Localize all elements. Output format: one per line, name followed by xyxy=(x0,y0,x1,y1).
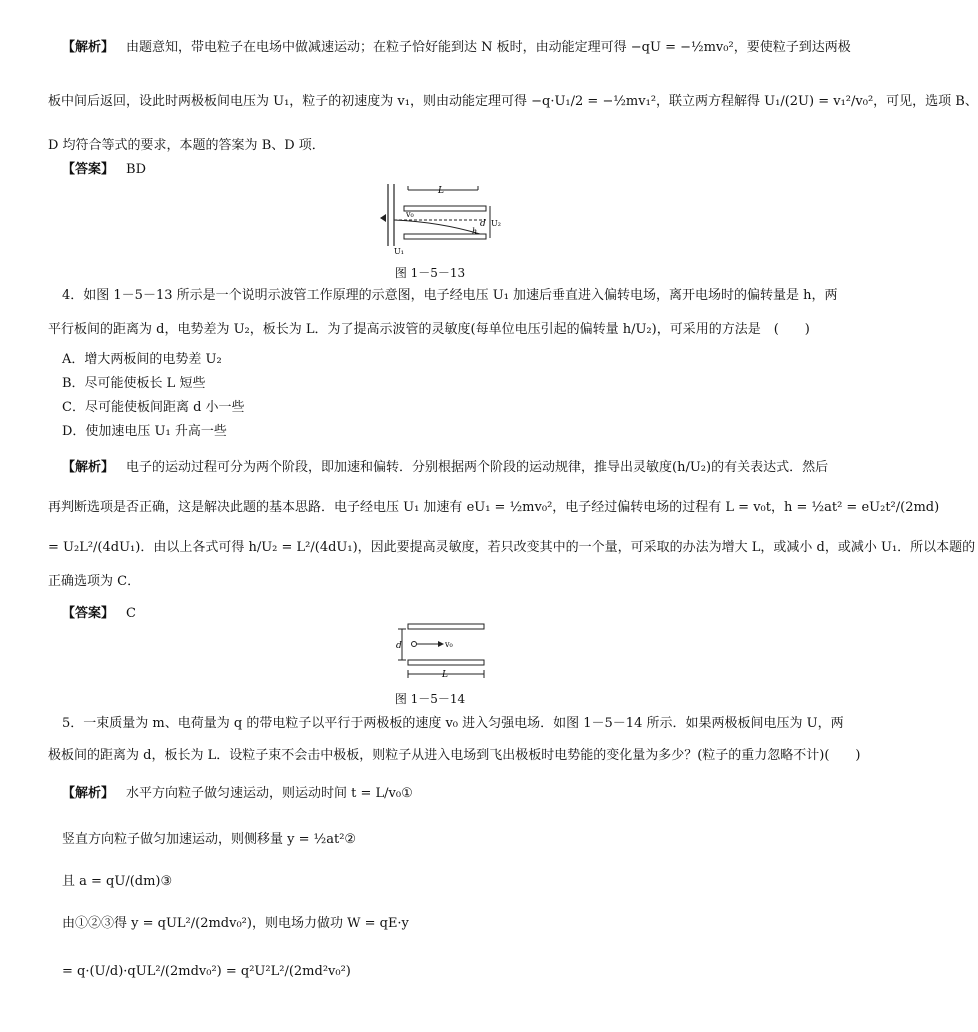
fig13-v0-label: v₀ xyxy=(406,210,414,219)
question-5-line-2: 极板间的距离为 d，板长为 L．设粒子束不会击中极板，则粒子从进入电场到飞出极板时电势能的变化量为多少？(粒子的重力忽略不计)( ) xyxy=(48,748,861,763)
option-c: C．尽可能使板间距离 d 小一些 xyxy=(62,400,245,415)
answer-label: 【答案】 xyxy=(62,606,115,621)
fig13-U1-label: U₁ xyxy=(394,247,404,256)
analysis-label: 【解析】 xyxy=(62,786,115,801)
option-d: D．使加速电压 U₁ 升高一些 xyxy=(62,424,227,439)
analysis-label: 【解析】 xyxy=(62,460,115,475)
answer-line xyxy=(62,160,830,180)
question-4-line-1: 4．如图 1－5－13 所示是一个说明示波管工作原理的示意图，电子经电压 U₁ 加速后垂直进入偏转电场，离开电场时的偏转量是 h，两 xyxy=(62,288,838,303)
answer-value: C xyxy=(126,606,136,621)
fig13-d-label: d xyxy=(480,219,486,229)
option-b: B．尽可能使板长 L 短些 xyxy=(62,376,206,391)
q4-analysis-line-1: 【解析】 电子的运动过程可分为两个阶段，即加速和偏转．分别根据两个阶段的运动规律，推导出灵敏度(h/U₂)的有关表达式．然后 xyxy=(62,460,829,475)
q5-analysis-line-2: 竖直方向粒子做匀加速运动，则侧移量 y = ½at²② xyxy=(62,832,357,847)
analysis-line-1: 【解析】 由题意知，带电粒子在电场中做减速运动；在粒子恰好能到达 N 板时，由动能定理可得 −qU = −½mv₀²，要使粒子到达两极 xyxy=(62,40,851,55)
answer-label: 【答案】 xyxy=(62,162,115,177)
q5-analysis-line-4: 由①②③得 y = qUL²/(2mdv₀²)，则电场力做功 W = qE·y xyxy=(62,916,409,931)
fig14-v0-label: v₀ xyxy=(445,640,453,649)
figure-1-5-13 xyxy=(380,182,500,264)
question-5-line-1: 5．一束质量为 m、电荷量为 q 的带电粒子以平行于两极板的速度 v₀ 进入匀强电场．如图 1－5－14 所示．如果两极板间电压为 U，两 xyxy=(62,716,844,731)
answer-value: BD xyxy=(126,162,146,177)
figure-1-5-14 xyxy=(392,622,492,686)
fig14-L-label: L xyxy=(442,670,448,680)
option-a: A．增大两板间的电势差 U₂ xyxy=(62,352,222,367)
q4-analysis-line-4: 正确选项为 C． xyxy=(48,574,141,589)
analysis-label: 【解析】 xyxy=(62,40,115,55)
analysis-line-2: 板中间后返回，设此时两极板间电压为 U₁，粒子的初速度为 v₁，则由动能定理可得 −q·U₁/2 = −½mv₁²，联立两方程解得 U₁/(2U) = v₁²/v₀²，可见，选项 B、 xyxy=(48,94,978,109)
q5-analysis-line-1: 【解析】 水平方向粒子做匀速运动，则运动时间 t = L/v₀① xyxy=(62,786,413,801)
q4-answer-line xyxy=(62,604,830,624)
fig13-h-label: h xyxy=(472,227,478,236)
question-4-line-2: 平行板间的距离为 d，电势差为 U₂，板长为 L．为了提高示波管的灵敏度(每单位电压引起的偏转量 h/U₂)，可采用的方法是 ( ) xyxy=(48,322,810,337)
q5-analysis-line-5: = q·(U/d)·qUL²/(2mdv₀²) = q²U²L²/(2md²v₀²) xyxy=(62,964,351,979)
q5-analysis-line-3: 且 a = qU/(dm)③ xyxy=(62,874,173,889)
figure-caption-13: 图 1－5－13 xyxy=(394,266,466,280)
q4-analysis-line-2: 再判断选项是否正确，这是解决此题的基本思路．电子经电压 U₁ 加速有 eU₁ = ½mv₀²，电子经过偏转电场的过程有 L = v₀t，h = ½at² = eU₂t²/(2md) xyxy=(48,500,940,515)
fig14-d-label: d xyxy=(396,641,402,651)
fig13-L-label: L xyxy=(438,186,444,196)
analysis-line-3: D 均符合等式的要求，本题的答案为 B、D 项． xyxy=(48,138,325,153)
q4-analysis-line-3: = U₂L²/(4dU₁)．由以上各式可得 h/U₂ = L²/(4dU₁)，因此要提高灵敏度，若只改变其中的一个量，可采取的办法为增大 L，或减小 d，或减小 U₁．所以本题的 xyxy=(48,540,976,555)
figure-caption-14: 图 1－5－14 xyxy=(394,692,466,706)
fig13-U2-label: U₂ xyxy=(491,219,501,228)
